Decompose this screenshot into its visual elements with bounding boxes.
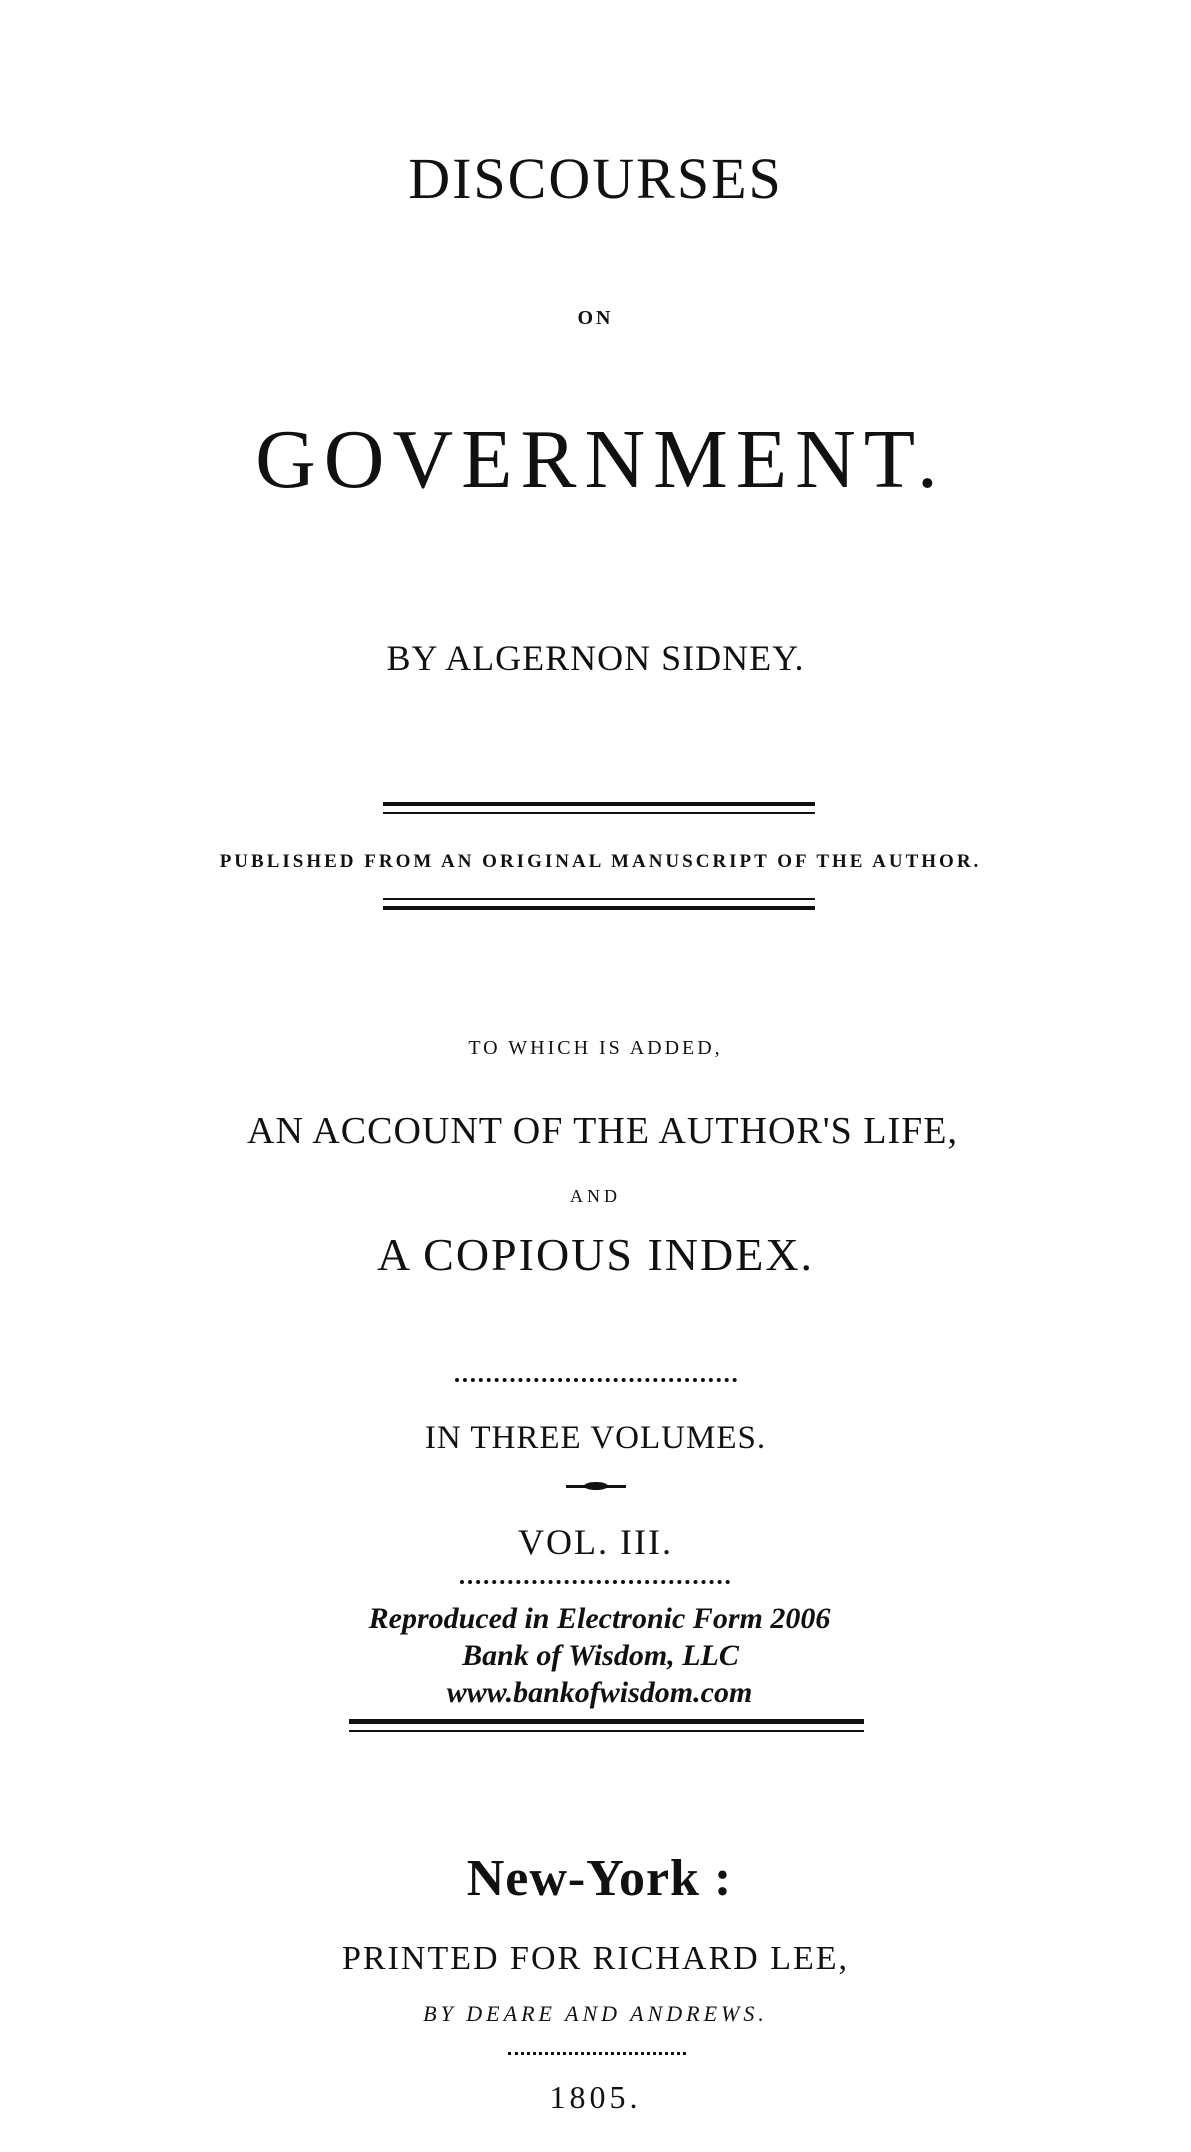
printers-line: BY DEARE AND ANDREWS. xyxy=(423,2001,768,2026)
ornament-divider xyxy=(566,1485,626,1488)
upper-rule-thin xyxy=(383,812,815,814)
volumes-line: IN THREE VOLUMES. xyxy=(424,1420,767,1456)
conjunction-line: AND xyxy=(570,1186,621,1206)
book-subject: GOVERNMENT. xyxy=(255,413,946,506)
dotted-divider-3 xyxy=(508,2052,686,2055)
repro-rule-thin xyxy=(349,1730,864,1732)
imprint-year: 1805. xyxy=(549,2079,642,2115)
reproduction-line-1: Reproduced in Electronic Form 2006 xyxy=(368,1602,831,1635)
account-line: AN ACCOUNT OF THE AUTHOR'S LIFE, xyxy=(247,1110,958,1152)
reproduction-line-3: www.bankofwisdom.com xyxy=(446,1676,753,1709)
dotted-divider-2 xyxy=(460,1580,730,1584)
repro-rule-thick xyxy=(349,1719,864,1724)
book-title: DISCOURSES xyxy=(408,146,783,211)
index-line: A COPIOUS INDEX. xyxy=(376,1229,815,1280)
additions-intro: TO WHICH IS ADDED, xyxy=(468,1037,723,1059)
lower-rule-thick xyxy=(383,906,815,910)
published-line: PUBLISHED FROM AN ORIGINAL MANUSCRIPT OF THE AUTHOR. xyxy=(219,851,982,872)
upper-rule-thick xyxy=(383,802,815,806)
imprint-city: New-York : xyxy=(466,1850,733,1907)
dotted-divider-1 xyxy=(455,1378,737,1382)
printed-for-line: PRINTED FOR RICHARD LEE, xyxy=(341,1940,850,1977)
lower-rule-thin xyxy=(383,898,815,900)
reproduction-line-2: Bank of Wisdom, LLC xyxy=(462,1639,739,1672)
author-line: BY ALGERNON SIDNEY. xyxy=(386,638,805,678)
volume-number: VOL. III. xyxy=(518,1522,673,1562)
title-connector: ON xyxy=(577,307,614,329)
